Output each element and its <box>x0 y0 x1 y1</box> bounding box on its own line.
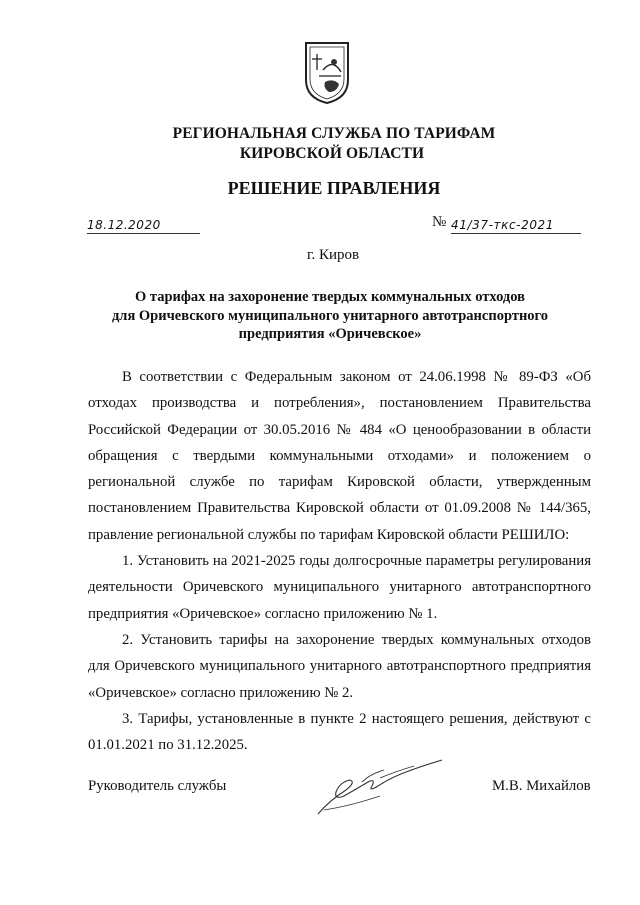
signer-position: Руководитель службы <box>88 778 227 794</box>
subject-line2: для Оричевского муниципального унитарного автотранспортного <box>111 307 549 324</box>
organization-name-line2: КИРОВСКОЙ ОБЛАСТИ <box>239 145 425 162</box>
subject-line3: предприятия «Оричевское» <box>238 326 422 342</box>
subject-line1: О тарифах на захоронение твердых коммунальных отходов <box>135 289 525 305</box>
document-date: 18.12.2020 <box>87 218 200 234</box>
document-type-title: РЕШЕНИЕ ПРАВЛЕНИЯ <box>227 178 441 198</box>
intro-paragraph: В соответствии с Федеральным законом от 24.06.1998 № 89-ФЗ «Об отходах производства и потребления», постановлением Правительства Российской Федерации от 30.05.2016 № 484 «О ценообразовании в области обращения с твердыми коммунальными отходами» и положением о региональной службе по тарифам Кировской области, утвержденным постановлением Правительства Кировской области от 01.09.2008 № 144/365, правление региональной службы по тарифам Кировской области РЕШИЛО: <box>88 369 591 543</box>
item-1: 1. Установить на 2021-2025 годы долгосрочные параметры регулирования деятельности Оричевского муниципального унитарного автотранспортного предприятия «Оричевское» согласно приложению № 1. <box>88 553 591 622</box>
signer-name: М.В. Михайлов <box>492 778 591 794</box>
item-2: 2. Установить тарифы на захоронение твердых коммунальных отходов для Оричевского муниципального унитарного автотранспортного предприятия «Оричевское» согласно приложению № 2. <box>88 631 591 701</box>
document-number: 41/37-ткс-2021 <box>451 218 581 234</box>
document-city: г. Киров <box>307 247 360 263</box>
document-number-label: № <box>432 214 447 230</box>
coat-of-arms-icon <box>303 40 351 106</box>
document-subject <box>100 288 560 344</box>
document-body <box>88 364 591 758</box>
organization-name-line1: РЕГИОНАЛЬНАЯ СЛУЖБА ПО ТАРИФАМ <box>172 125 496 142</box>
item-3: 3. Тарифы, установленные в пункте 2 настоящего решения, действуют с 01.01.2021 по 31.12.2025. <box>88 710 591 754</box>
handwritten-signature <box>310 752 450 822</box>
